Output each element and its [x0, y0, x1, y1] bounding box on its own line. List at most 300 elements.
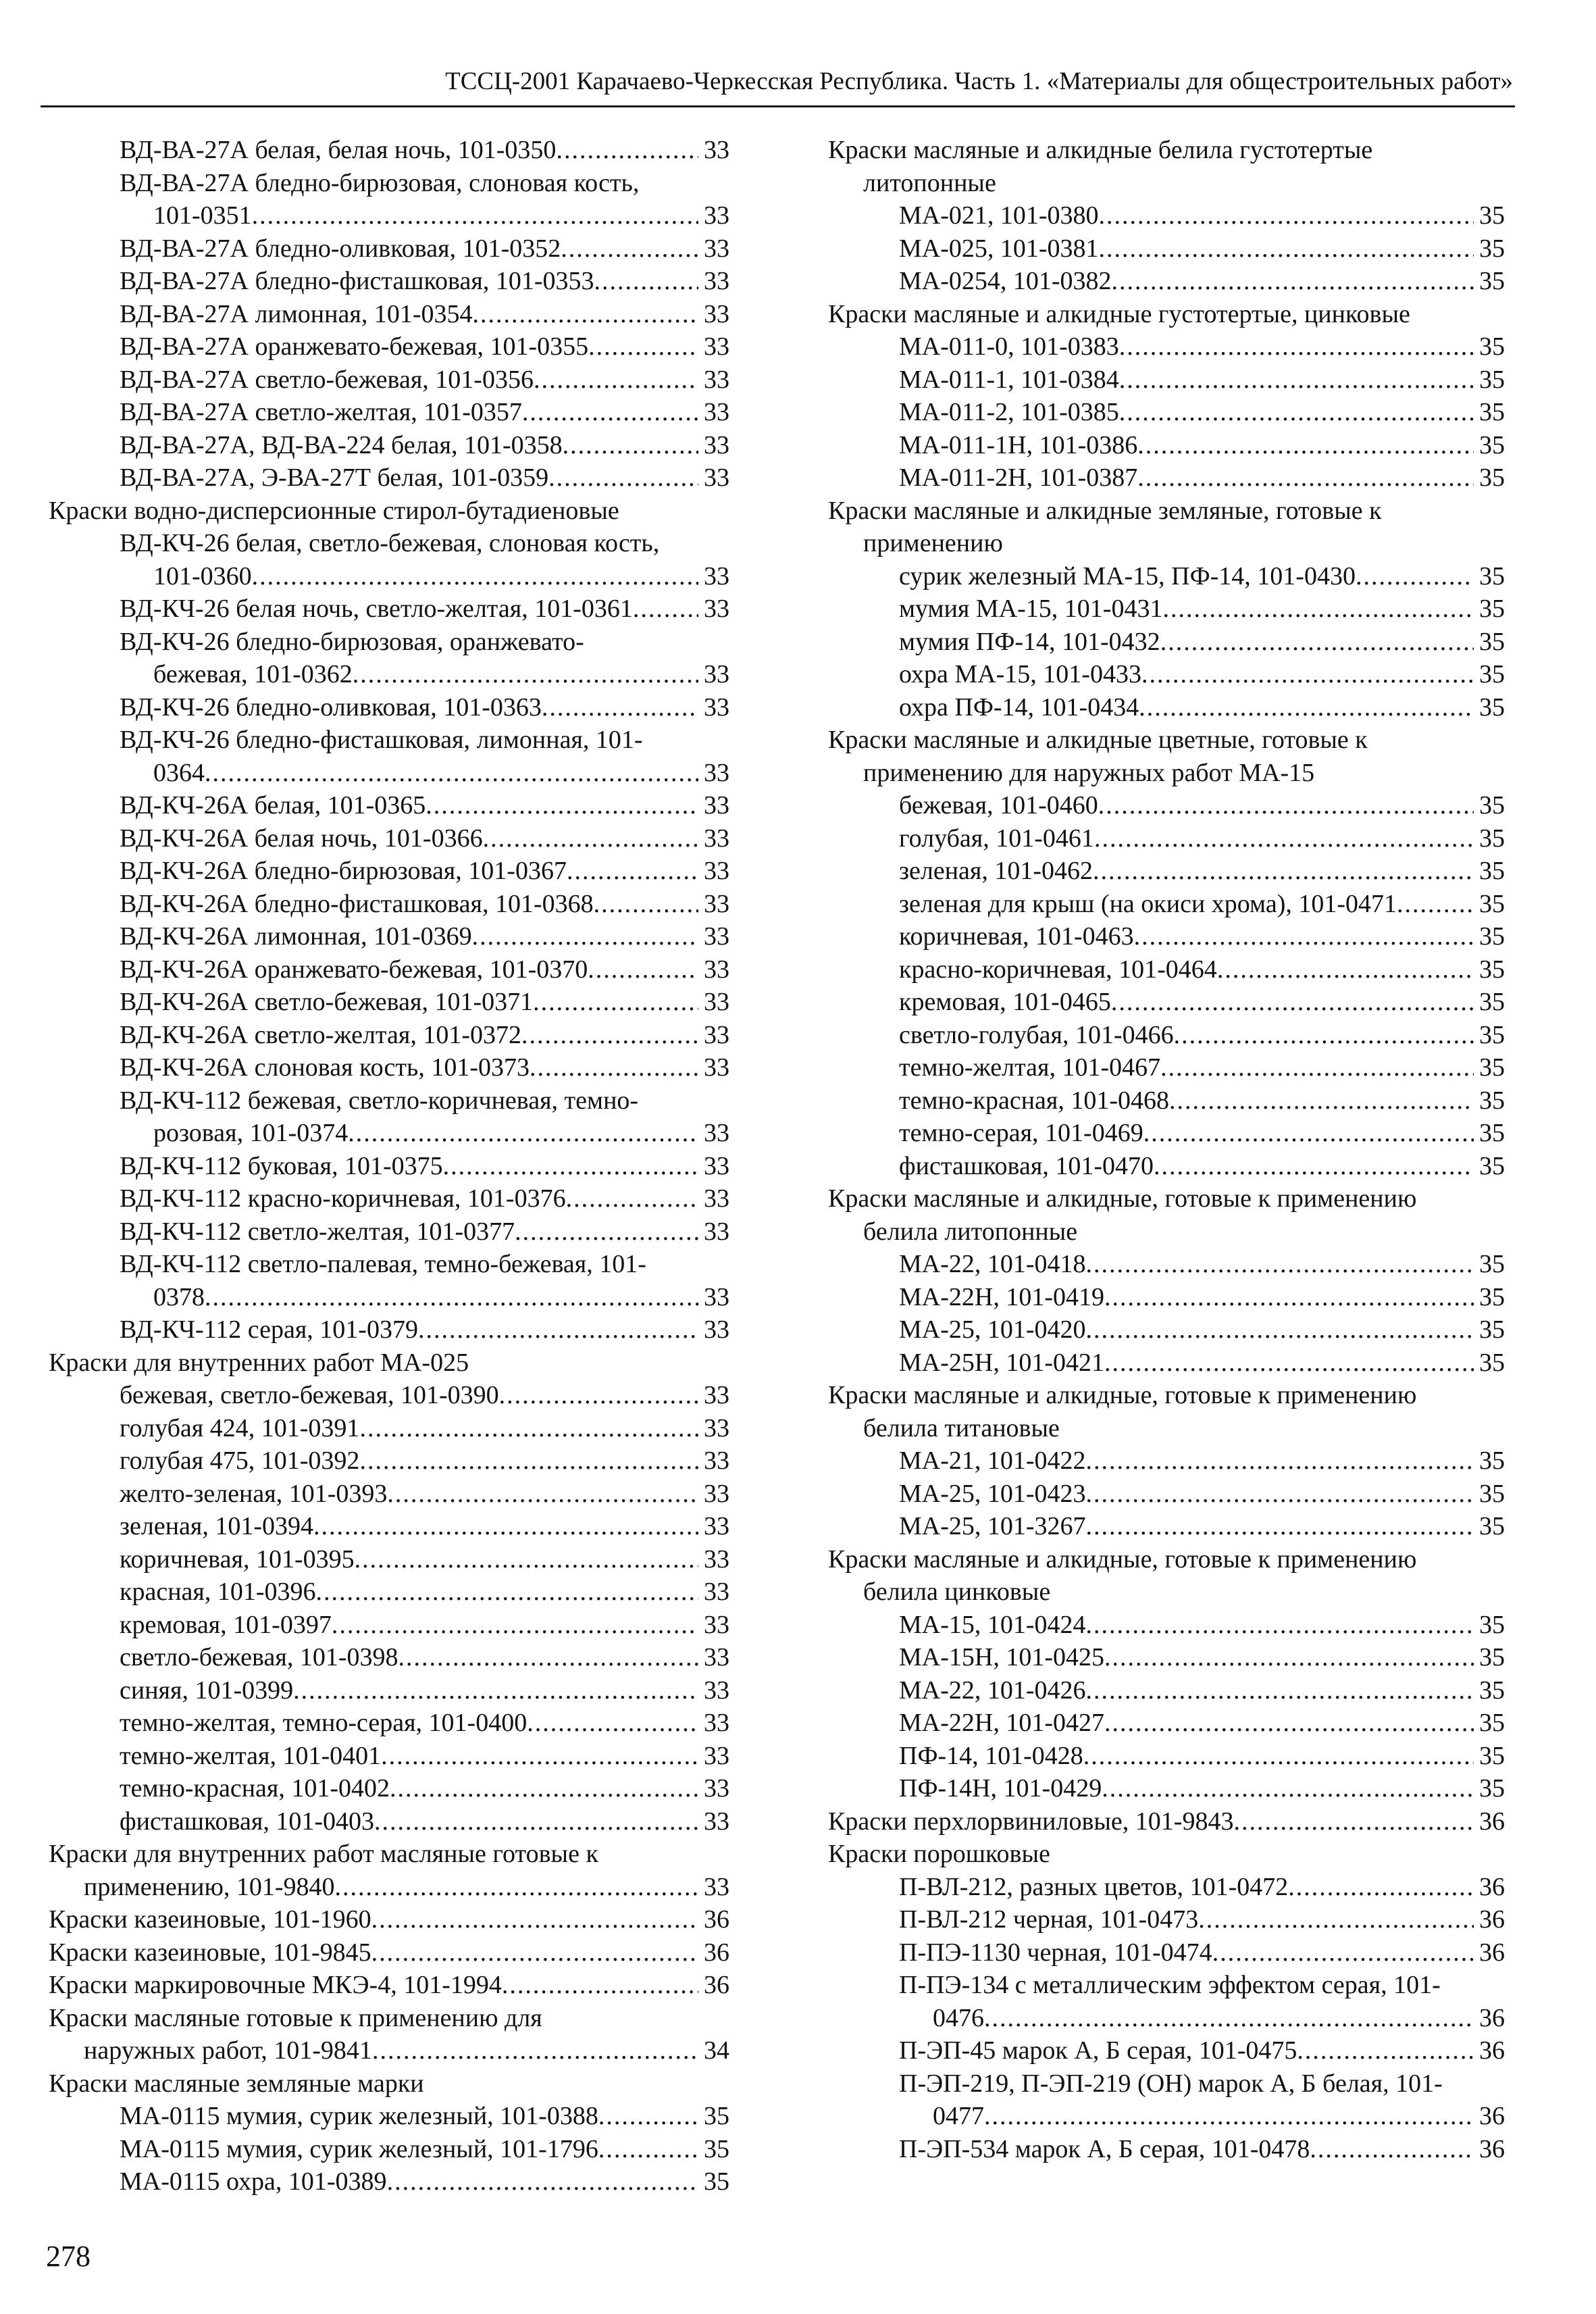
page-ref: 35 — [1479, 1610, 1505, 1639]
entry-text: МА-25, 101-0420 — [899, 1315, 1086, 1344]
entry-text: ВД-КЧ-26А бледно-бирюзовая, 101-0367 — [120, 857, 567, 885]
dot-leader — [1094, 822, 1474, 855]
header-rule — [41, 105, 1515, 107]
entry-text: коричневая, 101-0463 — [899, 922, 1134, 951]
entry-text: ВД-КЧ-26 бледно-бирюзовая, оранжевато- — [120, 627, 584, 656]
page-ref: 35 — [1479, 1741, 1505, 1770]
index-subentry — [49, 1215, 729, 1249]
page-ref: 35 — [1479, 1315, 1505, 1344]
entry-text: 0378 — [153, 1282, 205, 1311]
page-ref: 35 — [1479, 1676, 1505, 1705]
page-ref: 35 — [704, 2134, 729, 2163]
index-entry — [49, 2067, 729, 2101]
index-subentry — [49, 2133, 729, 2166]
index-entry — [828, 1838, 1505, 1871]
page-ref: 33 — [704, 1643, 729, 1671]
index-subentry — [49, 789, 729, 822]
index-subentry — [49, 1674, 729, 1707]
dot-leader — [387, 2165, 698, 2198]
entry-text: охра МА-15, 101-0433 — [899, 660, 1141, 688]
page-ref: 33 — [704, 1807, 729, 1836]
entry-text: ВД-КЧ-112 бежевая, светло-коричневая, темно- — [120, 1086, 639, 1115]
entry-text: фисташковая, 101-0470 — [899, 1151, 1154, 1180]
dot-leader — [515, 1215, 698, 1249]
entry-text: ВД-ВА-27А белая, белая ночь, 101-0350 — [120, 136, 557, 164]
page-ref: 35 — [1479, 595, 1505, 623]
entry-text: П-ЭП-534 марок А, Б серая, 101-0478 — [899, 2134, 1310, 2163]
page-ref: 35 — [1479, 430, 1505, 459]
dot-leader — [598, 2100, 698, 2133]
page-ref: 35 — [1479, 267, 1505, 295]
index-subentry — [828, 2067, 1505, 2101]
index-subentry — [828, 232, 1505, 266]
entry-text: ВД-ВА-27А лимонная, 101-0354 — [120, 299, 473, 328]
page-ref: 35 — [1479, 365, 1505, 394]
dot-leader — [1104, 1347, 1474, 1380]
index-entry — [828, 167, 1505, 200]
index-entry — [49, 1347, 729, 1380]
index-subentry — [49, 560, 729, 593]
page-ref: 35 — [1479, 988, 1505, 1016]
page-ref: 33 — [704, 1512, 729, 1540]
page-ref: 33 — [704, 1676, 729, 1705]
page-ref: 35 — [1479, 1447, 1505, 1475]
entry-text: красная, 101-0396 — [120, 1578, 316, 1606]
index-subentry — [828, 2133, 1505, 2166]
entry-text: применению — [863, 529, 1003, 557]
entry-text: ВД-КЧ-26А слоновая кость, 101-0373 — [120, 1053, 530, 1082]
index-subentry — [49, 691, 729, 724]
entry-text: Краски масляные и алкидные, готовые к применению — [828, 1381, 1417, 1409]
index-entry — [828, 1543, 1505, 1576]
entry-text: МА-25, 101-3267 — [899, 1512, 1086, 1540]
entry-text: ВД-КЧ-26А бледно-фисташковая, 101-0368 — [120, 889, 594, 918]
dot-leader — [371, 1936, 698, 1969]
page-ref: 33 — [704, 1020, 729, 1049]
dot-leader — [398, 1641, 699, 1674]
entry-text: ВД-КЧ-26 бледно-фисташковая, лимонная, 101- — [120, 726, 643, 754]
dot-leader — [1397, 888, 1474, 921]
dot-leader — [521, 1019, 698, 1052]
dot-leader — [1093, 855, 1474, 888]
index-subentry — [828, 888, 1505, 921]
page-ref: 33 — [704, 430, 729, 459]
page-ref: 33 — [704, 1413, 729, 1442]
dot-leader — [1086, 1674, 1474, 1707]
page-ref: 36 — [1479, 1938, 1505, 1967]
dot-leader — [502, 1969, 698, 2002]
index-subentry — [828, 593, 1505, 626]
page-ref: 33 — [704, 758, 729, 787]
entry-text: белила титановые — [863, 1413, 1060, 1442]
index-subentry — [49, 1510, 729, 1543]
entry-text: бежевая, 101-0460 — [899, 791, 1098, 820]
index-entry — [49, 2034, 729, 2067]
dot-leader — [205, 757, 698, 790]
index-subentry — [49, 1019, 729, 1052]
page-ref: 33 — [704, 1381, 729, 1409]
page-ref: 33 — [704, 1315, 729, 1344]
dot-leader — [1160, 1051, 1474, 1084]
dot-leader — [1104, 1707, 1474, 1740]
index-subentry — [49, 1051, 729, 1084]
index-subentry — [49, 1478, 729, 1511]
entry-text: МА-011-2, 101-0385 — [899, 398, 1119, 426]
page-ref: 35 — [1479, 791, 1505, 820]
entry-text: П-ПЭ-134 с металлическим эффектом серая, 101- — [899, 1971, 1441, 1999]
entry-text: Краски масляные и алкидные белила густотертые — [828, 136, 1373, 164]
index-subentry — [828, 1150, 1505, 1183]
page-ref: 36 — [704, 1938, 729, 1967]
entry-text: применению, 101-9840 — [84, 1872, 335, 1901]
index-subentry — [49, 855, 729, 888]
page-ref: 35 — [1479, 201, 1505, 230]
entry-text: 0364 — [153, 758, 205, 787]
index-entry — [49, 1936, 729, 1969]
page-number: 278 — [46, 2240, 91, 2273]
entry-text: Краски масляные земляные марки — [49, 2069, 424, 2098]
index-subentry — [828, 986, 1505, 1019]
page-ref: 33 — [704, 1282, 729, 1311]
entry-text: 0476 — [933, 2003, 984, 2032]
entry-text: наружных работ, 101-9841 — [84, 2036, 372, 2065]
index-subentry — [49, 920, 729, 953]
entry-text: МА-22Н, 101-0427 — [899, 1709, 1104, 1737]
dot-leader — [1174, 1019, 1474, 1052]
index-entry — [828, 134, 1505, 167]
entry-text: голубая 475, 101-0392 — [120, 1447, 360, 1475]
entry-text: темно-желтая, 101-0467 — [899, 1053, 1161, 1082]
entry-text: Краски перхлорвиниловые, 101-9843 — [828, 1807, 1234, 1836]
index-subentry — [828, 396, 1505, 429]
index-subentry — [49, 1740, 729, 1773]
index-subentry — [49, 1707, 729, 1740]
entry-text: темно-желтая, 101-0401 — [120, 1741, 382, 1770]
dot-leader — [1102, 1772, 1474, 1805]
index-subentry — [49, 1379, 729, 1412]
page-ref: 35 — [1479, 1774, 1505, 1803]
dot-leader — [556, 134, 698, 167]
index-subentry — [49, 199, 729, 232]
entry-text: белила литопонные — [863, 1217, 1078, 1246]
index-subentry — [49, 1444, 729, 1478]
dot-leader — [1119, 396, 1474, 429]
dot-leader — [1104, 1281, 1474, 1314]
page-ref: 35 — [1479, 1643, 1505, 1671]
entry-text: П-ПЭ-1130 черная, 101-0474 — [899, 1938, 1212, 1967]
index-subentry — [49, 757, 729, 790]
dot-leader — [1098, 789, 1474, 822]
dot-leader — [594, 888, 698, 921]
page-ref: 33 — [704, 922, 729, 951]
dot-leader — [1154, 1150, 1474, 1183]
page-ref: 35 — [1479, 1709, 1505, 1737]
page-ref: 33 — [704, 201, 729, 230]
entry-text: синяя, 101-0399 — [120, 1676, 294, 1705]
page-ref: 36 — [1479, 2102, 1505, 2130]
dot-leader — [372, 2034, 698, 2067]
page-ref: 33 — [704, 660, 729, 688]
index-entry — [49, 2002, 729, 2035]
dot-leader — [1083, 1740, 1474, 1773]
dot-leader — [633, 593, 698, 626]
dot-leader — [563, 429, 698, 462]
index-subentry — [49, 167, 729, 200]
page-ref: 35 — [1479, 1119, 1505, 1147]
dot-leader — [534, 363, 698, 397]
index-subentry — [49, 1182, 729, 1215]
page-ref: 33 — [704, 1709, 729, 1737]
page-ref: 35 — [1479, 857, 1505, 885]
page-ref: 33 — [704, 1447, 729, 1475]
entry-text: МА-22, 101-0426 — [899, 1676, 1086, 1705]
dot-leader — [1162, 593, 1474, 626]
entry-text: МА-25Н, 101-0421 — [899, 1348, 1104, 1377]
entry-text: ПФ-14, 101-0428 — [899, 1741, 1083, 1770]
entry-text: зеленая, 101-0462 — [899, 857, 1093, 885]
entry-text: мумия ПФ-14, 101-0432 — [899, 627, 1160, 656]
page-ref: 35 — [1479, 1348, 1505, 1377]
index-subentry — [49, 396, 729, 429]
page-ref: 36 — [1479, 2003, 1505, 2032]
index-entry — [828, 298, 1505, 331]
entry-text: Краски масляные готовые к применению для — [49, 2003, 542, 2032]
entry-text: применению для наружных работ МА-15 — [863, 758, 1315, 787]
entry-text: голубая, 101-0461 — [899, 824, 1094, 853]
dot-leader — [594, 265, 699, 298]
dot-leader — [1112, 265, 1474, 298]
index-subentry — [828, 1051, 1505, 1084]
index-subentry — [828, 1248, 1505, 1281]
dot-leader — [252, 560, 698, 593]
dot-leader — [1086, 1248, 1474, 1281]
entry-text: светло-голубая, 101-0466 — [899, 1020, 1174, 1049]
index-subentry — [49, 265, 729, 298]
dot-leader — [371, 1903, 698, 1936]
dot-leader — [1086, 1444, 1474, 1478]
entry-text: ВД-КЧ-26А светло-бежевая, 101-0371 — [120, 988, 534, 1016]
index-entry — [828, 757, 1505, 790]
dot-leader — [1137, 429, 1474, 462]
entry-text: темно-красная, 101-0468 — [899, 1086, 1170, 1115]
dot-leader — [483, 822, 698, 855]
entry-text: темно-желтая, темно-серая, 101-0400 — [120, 1709, 527, 1737]
entry-text: ВД-КЧ-112 светло-желтая, 101-0377 — [120, 1217, 515, 1246]
page-ref: 33 — [704, 595, 729, 623]
entry-text: МА-0115 мумия, сурик железный, 101-0388 — [120, 2102, 598, 2130]
index-subentry — [49, 1084, 729, 1117]
entry-text: кремовая, 101-0465 — [899, 988, 1111, 1016]
index-subentry — [49, 298, 729, 331]
dot-leader — [1099, 232, 1474, 266]
page-ref: 33 — [704, 1544, 729, 1574]
entry-text: темно-серая, 101-0469 — [899, 1119, 1143, 1147]
entry-text: ВД-КЧ-26А белая, 101-0365 — [120, 791, 426, 820]
dot-leader — [1297, 2034, 1474, 2067]
dot-leader — [1086, 1478, 1474, 1511]
dot-leader — [567, 855, 698, 888]
entry-text: Краски водно-дисперсионные стирол-бутадиеновые — [49, 496, 619, 525]
index-subentry — [828, 1084, 1505, 1117]
entry-text: ВД-ВА-27А оранжевато-бежевая, 101-0355 — [120, 332, 589, 361]
index-subentry — [828, 822, 1505, 855]
index-subentry — [49, 626, 729, 659]
index-subentry — [828, 1707, 1505, 1740]
dot-leader — [1137, 461, 1474, 495]
index-subentry — [828, 1740, 1505, 1773]
page-ref: 34 — [704, 2036, 729, 2065]
page-ref: 36 — [1479, 2036, 1505, 2065]
index-entry — [828, 527, 1505, 560]
entry-text: розовая, 101-0374 — [153, 1119, 349, 1147]
index-subentry — [49, 724, 729, 757]
page-ref: 35 — [1479, 398, 1505, 426]
page-ref: 33 — [704, 988, 729, 1016]
entry-text: коричневая, 101-0395 — [120, 1544, 355, 1574]
dot-leader — [566, 1182, 698, 1215]
index-subentry — [49, 1150, 729, 1183]
entry-text: Краски маркировочные МКЭ-4, 101-1994 — [49, 1971, 502, 1999]
entry-text: МА-011-2Н, 101-0387 — [899, 463, 1138, 492]
entry-text: ВД-ВА-27А бледно-фисташковая, 101-0353 — [120, 267, 594, 295]
index-entry — [49, 1903, 729, 1936]
dot-leader — [1169, 1084, 1474, 1117]
dot-leader — [390, 1772, 698, 1805]
index-subentry — [49, 1772, 729, 1805]
index-subentry — [828, 1609, 1505, 1642]
entry-text: Краски масляные и алкидные, готовые к применению — [828, 1544, 1417, 1574]
index-entry — [828, 1576, 1505, 1609]
index-subentry — [49, 953, 729, 986]
entry-text: Краски масляные и алкидные цветные, готовые к — [828, 726, 1368, 754]
index-entry — [49, 495, 729, 528]
entry-text: желто-зеленая, 101-0393 — [120, 1479, 388, 1508]
page-ref: 36 — [704, 1905, 729, 1934]
page-ref: 33 — [704, 889, 729, 918]
dot-leader — [205, 1281, 698, 1314]
dot-leader — [252, 199, 698, 232]
entry-text: зеленая для крыш (на окиси хрома), 101-0471 — [899, 889, 1397, 918]
index-subentry — [49, 363, 729, 397]
page-ref: 35 — [1479, 463, 1505, 492]
index-subentry — [828, 789, 1505, 822]
dot-leader — [1143, 1117, 1474, 1150]
index-subentry — [828, 626, 1505, 659]
index-entry — [49, 1838, 729, 1871]
dot-leader — [1233, 1805, 1474, 1838]
page-ref: 35 — [1479, 824, 1505, 853]
entry-text: Краски порошковые — [828, 1840, 1050, 1868]
entry-text: светло-бежевая, 101-0398 — [120, 1643, 398, 1671]
dot-leader — [588, 953, 698, 986]
index-subentry — [828, 953, 1505, 986]
page-ref: 33 — [704, 1578, 729, 1606]
dot-leader — [418, 1313, 698, 1347]
dot-leader — [1119, 363, 1474, 397]
page-ref: 33 — [704, 955, 729, 984]
index-subentry — [828, 429, 1505, 462]
entry-text: охра ПФ-14, 101-0434 — [899, 693, 1139, 722]
dot-leader — [1141, 658, 1474, 691]
page-ref: 35 — [1479, 1053, 1505, 1082]
entry-text: ВД-ВА-27А бледно-бирюзовая, слоновая кость, — [120, 168, 640, 197]
page-ref: 35 — [1479, 922, 1505, 951]
page-ref: 33 — [704, 234, 729, 263]
dot-leader — [1356, 560, 1474, 593]
index-subentry — [828, 1674, 1505, 1707]
page-ref: 36 — [1479, 2134, 1505, 2163]
page-ref: 35 — [1479, 234, 1505, 263]
dot-leader — [472, 298, 698, 331]
page-ref: 35 — [1479, 1282, 1505, 1311]
page-ref: 36 — [1479, 1905, 1505, 1934]
index-subentry — [828, 1478, 1505, 1511]
index-entry — [828, 1379, 1505, 1412]
index-subentry — [828, 363, 1505, 397]
entry-text: Краски казеиновые, 101-1960 — [49, 1905, 371, 1934]
page-ref: 36 — [1479, 1807, 1505, 1836]
page-ref: 35 — [1479, 889, 1505, 918]
entry-text: красно-коричневая, 101-0464 — [899, 955, 1217, 984]
index-subentry — [49, 1117, 729, 1150]
entry-text: голубая 424, 101-0391 — [120, 1413, 360, 1442]
entry-text: МА-011-1Н, 101-0386 — [899, 430, 1138, 459]
entry-text: ВД-КЧ-112 красно-коричневая, 101-0376 — [120, 1184, 566, 1213]
entry-text: МА-011-1, 101-0384 — [899, 365, 1119, 394]
index-subentry — [49, 1412, 729, 1445]
index-subentry — [828, 199, 1505, 232]
index-subentry — [828, 1444, 1505, 1478]
index-subentry — [828, 265, 1505, 298]
page-ref: 33 — [704, 1741, 729, 1770]
index-subentry — [828, 1313, 1505, 1347]
index-subentry — [828, 1347, 1505, 1380]
dot-leader — [542, 691, 698, 724]
page-ref: 35 — [1479, 561, 1505, 590]
page-ref: 33 — [704, 791, 729, 820]
entry-text: ВД-КЧ-112 серая, 101-0379 — [120, 1315, 418, 1344]
entry-text: белила цинковые — [863, 1578, 1051, 1606]
entry-text: Краски масляные и алкидные густотертые, цинковые — [828, 299, 1410, 328]
index-subentry — [49, 1609, 729, 1642]
entry-text: МА-0115 мумия, сурик железный, 101-1796 — [120, 2134, 598, 2163]
index-subentry — [49, 330, 729, 363]
index-subentry — [49, 1281, 729, 1314]
entry-text: ВД-КЧ-112 светло-палевая, темно-бежевая, 101- — [120, 1250, 646, 1278]
page-ref: 33 — [704, 365, 729, 394]
page-ref: 35 — [1479, 1020, 1505, 1049]
dot-leader — [1119, 330, 1474, 363]
entry-text: П-ВЛ-212, разных цветов, 101-0472 — [899, 1872, 1289, 1901]
page-ref: 35 — [1479, 1479, 1505, 1508]
entry-text: 0477 — [933, 2102, 984, 2130]
dot-leader — [348, 1117, 698, 1150]
entry-text: ПФ-14Н, 101-0429 — [899, 1774, 1102, 1803]
entry-text: Краски масляные и алкидные, готовые к применению — [828, 1184, 1417, 1213]
page-ref: 33 — [704, 398, 729, 426]
page-ref: 35 — [704, 2102, 729, 2130]
index-entry — [828, 724, 1505, 757]
index-subentry — [49, 232, 729, 266]
index-entry — [828, 1182, 1505, 1215]
page-ref: 35 — [1479, 1250, 1505, 1278]
page-ref: 35 — [1479, 1151, 1505, 1180]
page-ref: 33 — [704, 136, 729, 164]
dot-leader — [332, 1609, 698, 1642]
entry-text: ВД-КЧ-112 буковая, 101-0375 — [120, 1151, 443, 1180]
index-subentry — [49, 461, 729, 495]
dot-leader — [1111, 986, 1474, 1019]
